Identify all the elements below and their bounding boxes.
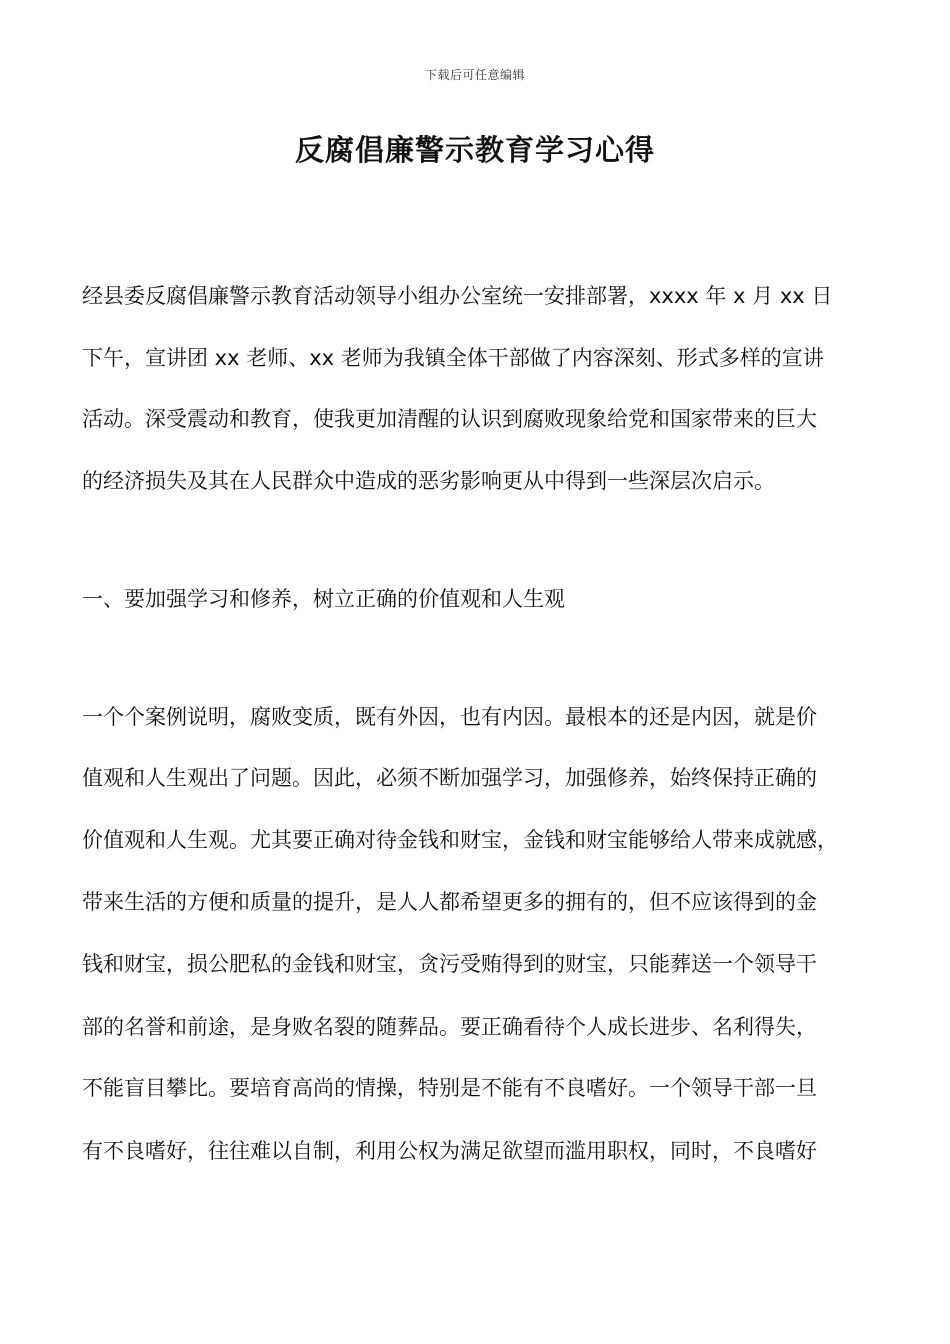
- section-heading: 一、要加强学习和修养，树立正确的价值观和人生观: [82, 587, 565, 611]
- body-line: 价值观和人生观。尤其要正确对待金钱和财宝，金钱和财宝能够给人带来成就感，: [82, 828, 838, 852]
- document-title: 反腐倡廉警示教育学习心得: [294, 133, 655, 167]
- header-note: 下载后可任意编辑: [424, 68, 525, 82]
- intro-line: 下午，宣讲团 xx 老师、xx 老师为我镇全体干部做了内容深刻、形式多样的宣讲: [82, 346, 824, 370]
- intro-line: 的经济损失及其在人民群众中造成的恶劣影响更从中得到一些深层次启示。: [82, 469, 775, 493]
- body-line: 钱和财宝，损公肥私的金钱和财宝，贪污受贿得到的财宝，只能葬送一个领导干: [82, 952, 817, 976]
- intro-line: 活动。深受震动和教育，使我更加清醒的认识到腐败现象给党和国家带来的巨大: [82, 407, 817, 431]
- body-line: 值观和人生观出了问题。因此，必须不断加强学习，加强修养，始终保持正确的: [82, 766, 817, 790]
- body-line: 不能盲目攀比。要培育高尚的情操，特别是不能有不良嗜好。一个领导干部一旦: [82, 1076, 817, 1100]
- body-line: 带来生活的方便和质量的提升，是人人都希望更多的拥有的，但不应该得到的金: [82, 890, 817, 914]
- body-line: 部的名誉和前途，是身败名裂的随葬品。要正确看待个人成长进步、名利得失，: [82, 1015, 817, 1039]
- body-line: 有不良嗜好，往往难以自制，利用公权为满足欲望而滥用职权，同时，不良嗜好: [82, 1139, 817, 1163]
- body-line: 一个个案例说明，腐败变质，既有外因，也有内因。最根本的还是内因，就是价: [82, 705, 817, 729]
- intro-line: 经县委反腐倡廉警示教育活动领导小组办公室统一安排部署，xxxx 年 x 月 xx 日: [82, 284, 833, 308]
